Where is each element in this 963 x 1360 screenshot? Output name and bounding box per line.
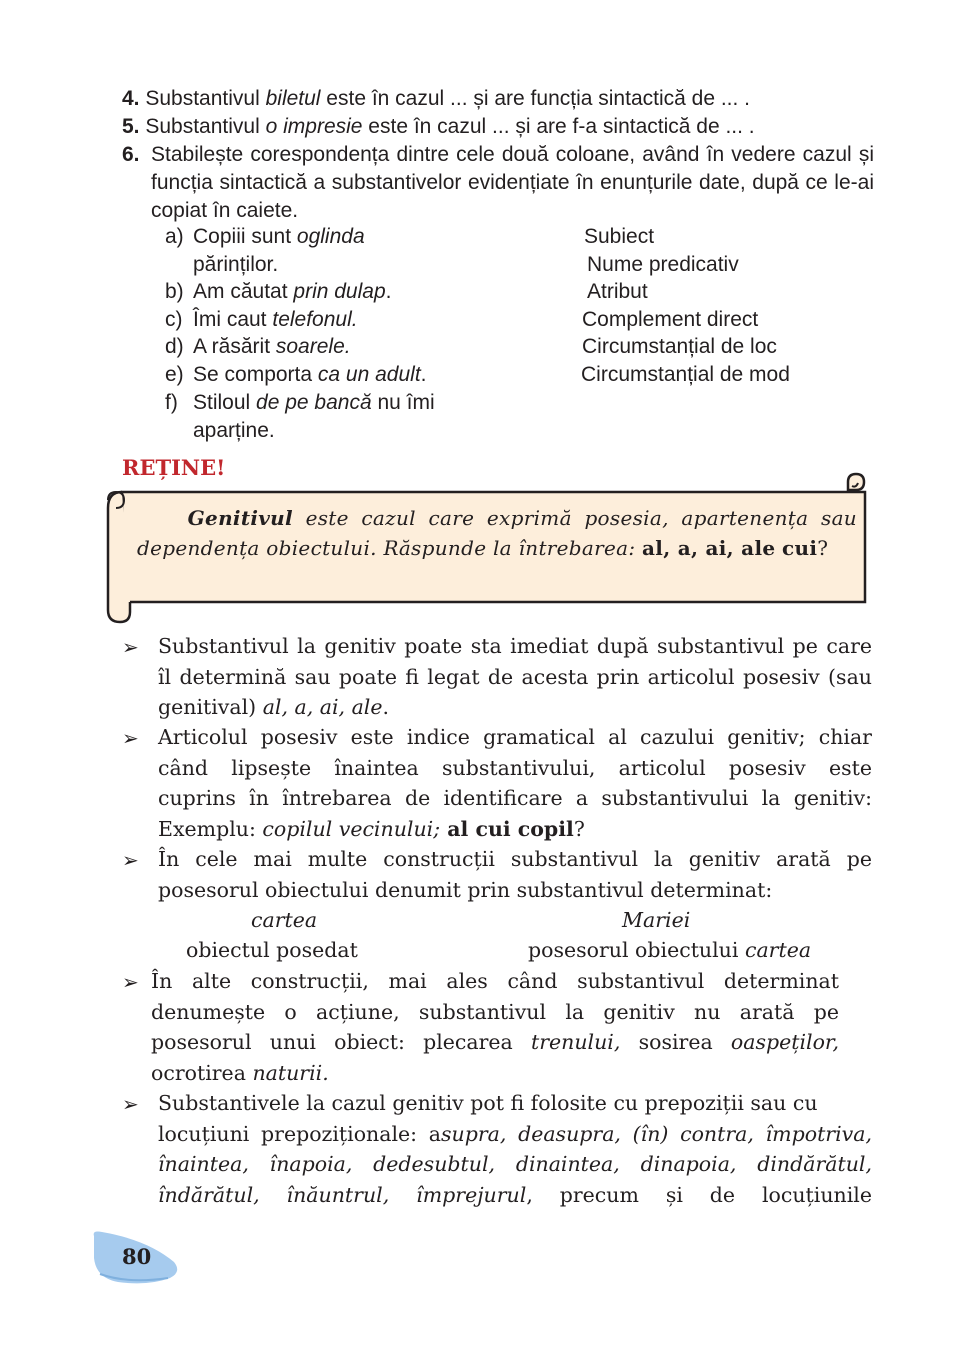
bullet-line: când lipsește înaintea substantivului, articolul posesiv este (158, 755, 872, 780)
caption-possessed: obiectul posedat (186, 938, 358, 962)
arrowhead-icon: ➢ (122, 726, 139, 750)
option-highlight: soarele. (275, 335, 351, 358)
exercise-5 (122, 113, 755, 141)
function-nume-predicativ: Nume predicativ (587, 253, 739, 276)
exercise-number: 5. (122, 115, 140, 138)
definition-term: Genitivul (187, 506, 293, 530)
option-text: nu îmi (371, 391, 435, 414)
bullet-line: În cele mai multe construcții substantivul la genitiv arată pe (158, 847, 872, 871)
option-letter: f) (165, 391, 178, 414)
option-text: . (385, 280, 392, 303)
bullet-line: ocrotirea naturii. (151, 1060, 329, 1085)
option-text: Copiii sunt (193, 225, 297, 248)
bullet-line: Substantivele la cazul genitiv pot fi folosite cu prepoziții sau cu (158, 1091, 818, 1115)
exercise-4 (122, 85, 750, 113)
option-highlight: de pe bancă (256, 391, 372, 414)
highlighted-word: o impresie (265, 115, 363, 138)
retine-definition (137, 503, 857, 563)
function-subiect: Subiect (584, 225, 655, 248)
arrowhead-icon: ➢ (122, 635, 139, 659)
exercise-number: 4. (122, 87, 140, 110)
example-possessed: cartea (251, 908, 318, 932)
function-circumstantial-loc: Circumstanțial de loc (582, 335, 777, 358)
question-words: al, a, ai, ale (642, 536, 776, 560)
option-text: A răsărit (193, 335, 276, 358)
bullet-line: Substantivul la genitiv poate sta imediat după substantivul pe care (158, 634, 872, 658)
question-word-cui: cui (782, 536, 818, 560)
bullet-line: înaintea, înapoia, dedesubtul, dinaintea, dinapoia, dindărătul, (158, 1152, 872, 1176)
function-complement-direct: Complement direct (582, 308, 759, 331)
arrowhead-icon: ➢ (122, 970, 139, 994)
highlighted-word: biletul (265, 87, 321, 110)
option-text-line2: părinților. (193, 253, 279, 276)
bullet-line: Exemplu: copilul vecinului; al cui copil? (158, 816, 585, 841)
option-letter: e) (165, 363, 184, 386)
option-text: Stiloul (193, 391, 257, 414)
arrowhead-icon: ➢ (122, 1092, 139, 1116)
question-mark: ? (817, 536, 829, 560)
exercise-text: Substantivul (139, 87, 266, 110)
exercise-text: Stabilește corespondența dintre cele două coloane, având în vedere cazul și funcția sintactică a substantivelor evidențiate în enunțurile date, după ce le-ai copiat în caiete. (151, 143, 874, 222)
exercise-text: este în cazul ... și are f-a sintactică de ... . (362, 115, 755, 138)
bullet-line: genitival) al, a, ai, ale. (158, 695, 390, 719)
option-text: Se comporta (193, 363, 318, 386)
option-highlight: oglinda (296, 225, 365, 248)
function-atribut: Atribut (587, 280, 648, 303)
option-letter: b) (165, 280, 184, 303)
option-letter: d) (165, 335, 184, 358)
option-text-line2: aparține. (193, 419, 275, 442)
option-text: . (420, 363, 427, 386)
exercise-number: 6. (122, 143, 140, 166)
option-highlight: telefonul. (272, 308, 358, 331)
exercise-text: este în cazul ... și are funcția sintactică de ... . (320, 87, 751, 110)
retine-heading: REȚINE! (122, 455, 226, 480)
option-highlight: prin dulap (293, 280, 386, 303)
function-circumstantial-mod: Circumstanțial de mod (581, 363, 790, 386)
page-number: 80 (122, 1244, 152, 1269)
caption-possessor: posesorul obiectului cartea (528, 938, 812, 962)
option-highlight: ca un adult (317, 363, 421, 386)
example-possessor: Mariei (622, 908, 691, 932)
option-letter: c) (165, 308, 183, 331)
exercise-6 (122, 141, 874, 225)
arrowhead-icon: ➢ (122, 848, 139, 872)
option-letter: a) (165, 225, 184, 248)
exercise-text: Substantivul (139, 115, 266, 138)
option-text: Îmi caut (193, 308, 273, 331)
bullet-line: posesorul obiectului denumit prin substantivul determinat: (158, 877, 773, 902)
bullet-line: locuțiuni prepoziționale: asupra, deasupra, (în) contra, împotriva, (158, 1121, 872, 1146)
definition-text: este cazul care exprimă posesia, apartenența sau dependența obiectului. Răspunde la întrebarea: (137, 506, 857, 560)
bullet-line: îndărătul, înăuntrul, împrejurul, precum și de locuțiunile (158, 1182, 872, 1207)
bullet-line: îl determină sau poate fi legat de acesta prin articolul posesiv (sau (158, 664, 872, 689)
bullet-line: posesorul unui obiect: plecarea trenului, sosirea oaspeților, (151, 1030, 839, 1054)
bullet-line: cuprins în întrebarea de identificare a substantivului la genitiv: (158, 786, 872, 810)
option-text: Am căutat (193, 280, 294, 303)
bullet-line: denumește o acțiune, substantivul la genitiv nu arată pe (151, 999, 839, 1024)
bullet-line: Articolul posesiv este indice gramatical al cazului genitiv; chiar (158, 725, 872, 749)
bullet-line: În alte construcții, mai ales când substantivul determinat (151, 969, 839, 993)
